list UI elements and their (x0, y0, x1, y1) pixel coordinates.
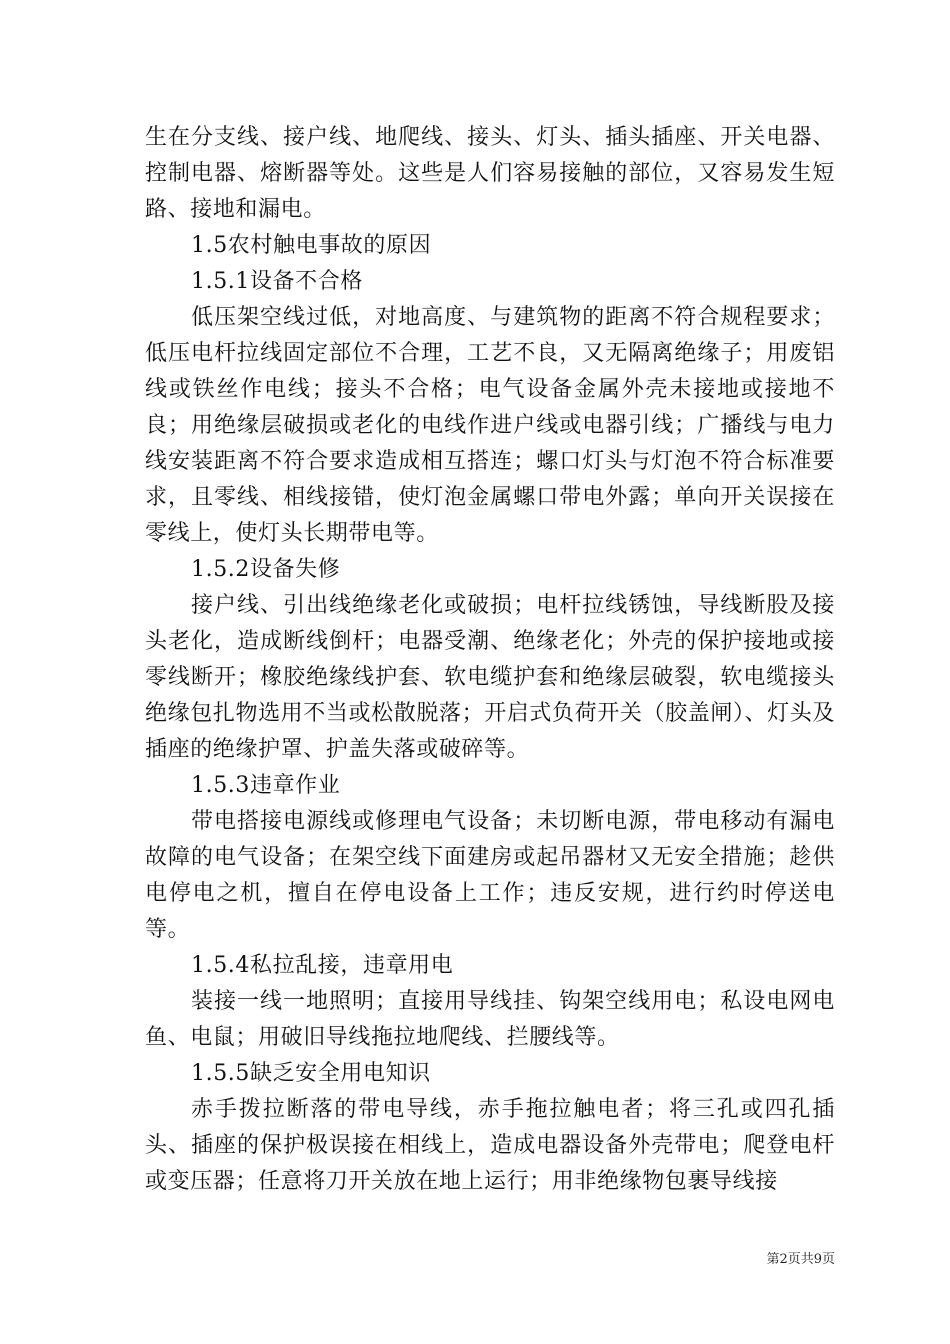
paragraph-violation-operation: 带电搭接电源线或修理电气设备；未切断电源，带电移动有漏电故障的电气设备；在架空线下面建房或起吊器材又无安全措施；趁供电停电之机，擅自在停电设备上工作；违反安规，进行约时停送电等。 (145, 809, 835, 942)
document-body (145, 120, 835, 1200)
subsection-heading-1-5-5: 1.5.5缺乏安全用电知识 (191, 1061, 431, 1086)
subsection-heading-1-5-2: 1.5.2设备失修 (191, 557, 341, 582)
subsection-heading-1-5-4: 1.5.4私拉乱接，违章用电 (191, 953, 454, 978)
subsection-heading-1-5-3: 1.5.3违章作业 (191, 773, 341, 798)
paragraph-continuation: 生在分支线、接户线、地爬线、接头、灯头、插头插座、开关电器、控制电器、熔断器等处。这些是人们容易接触的部位，又容易发生短路、接地和漏电。 (145, 125, 835, 222)
paragraph-equipment-unqualified: 低压架空线过低，对地高度、与建筑物的距离不符合规程要求；低压电杆拉线固定部位不合理，工艺不良，又无隔离绝缘子；用废铝线或铁丝作电线；接头不合格；电气设备金属外壳未接地或接地不良；用绝缘层破损或老化的电线作进户线或电器引线；广播线与电力线安装距离不符合要求造成相互搭连；螺口灯头与灯泡不符合标准要求，且零线、相线接错，使灯泡金属螺口带电外露；单向开关误接在零线上，使灯头长期带电等。 (145, 305, 835, 546)
section-heading-1-5: 1.5农村触电事故的原因 (191, 233, 432, 258)
paragraph-equipment-disrepair: 接户线、引出线绝缘老化或破损；电杆拉线锈蚀，导线断股及接头老化，造成断线倒杆；电器受潮、绝缘老化；外壳的保护接地或接零线断开；橡胶绝缘线护套、软电缆护套和绝缘层破裂，软电缆接头绝缘包扎物选用不当或松散脱落；开启式负荷开关（胶盖闸）、灯头及插座的绝缘护罩、护盖失落或破碎等。 (145, 593, 835, 762)
subsection-heading-1-5-1: 1.5.1设备不合格 (191, 269, 363, 294)
page-number-footer: 第2页共9页 (766, 1252, 835, 1267)
paragraph-lack-of-knowledge: 赤手拨拉断落的带电导线，赤手拖拉触电者；将三孔或四孔插头、插座的保护极误接在相线上，造成电器设备外壳带电；爬登电杆或变压器；任意将刀开关放在地上运行；用非绝缘物包裹导线接 (145, 1097, 835, 1194)
paragraph-illegal-connection: 装接一线一地照明；直接用导线挂、钩架空线用电；私设电网电鱼、电鼠；用破旧导线拖拉地爬线、拦腰线等。 (145, 989, 835, 1050)
